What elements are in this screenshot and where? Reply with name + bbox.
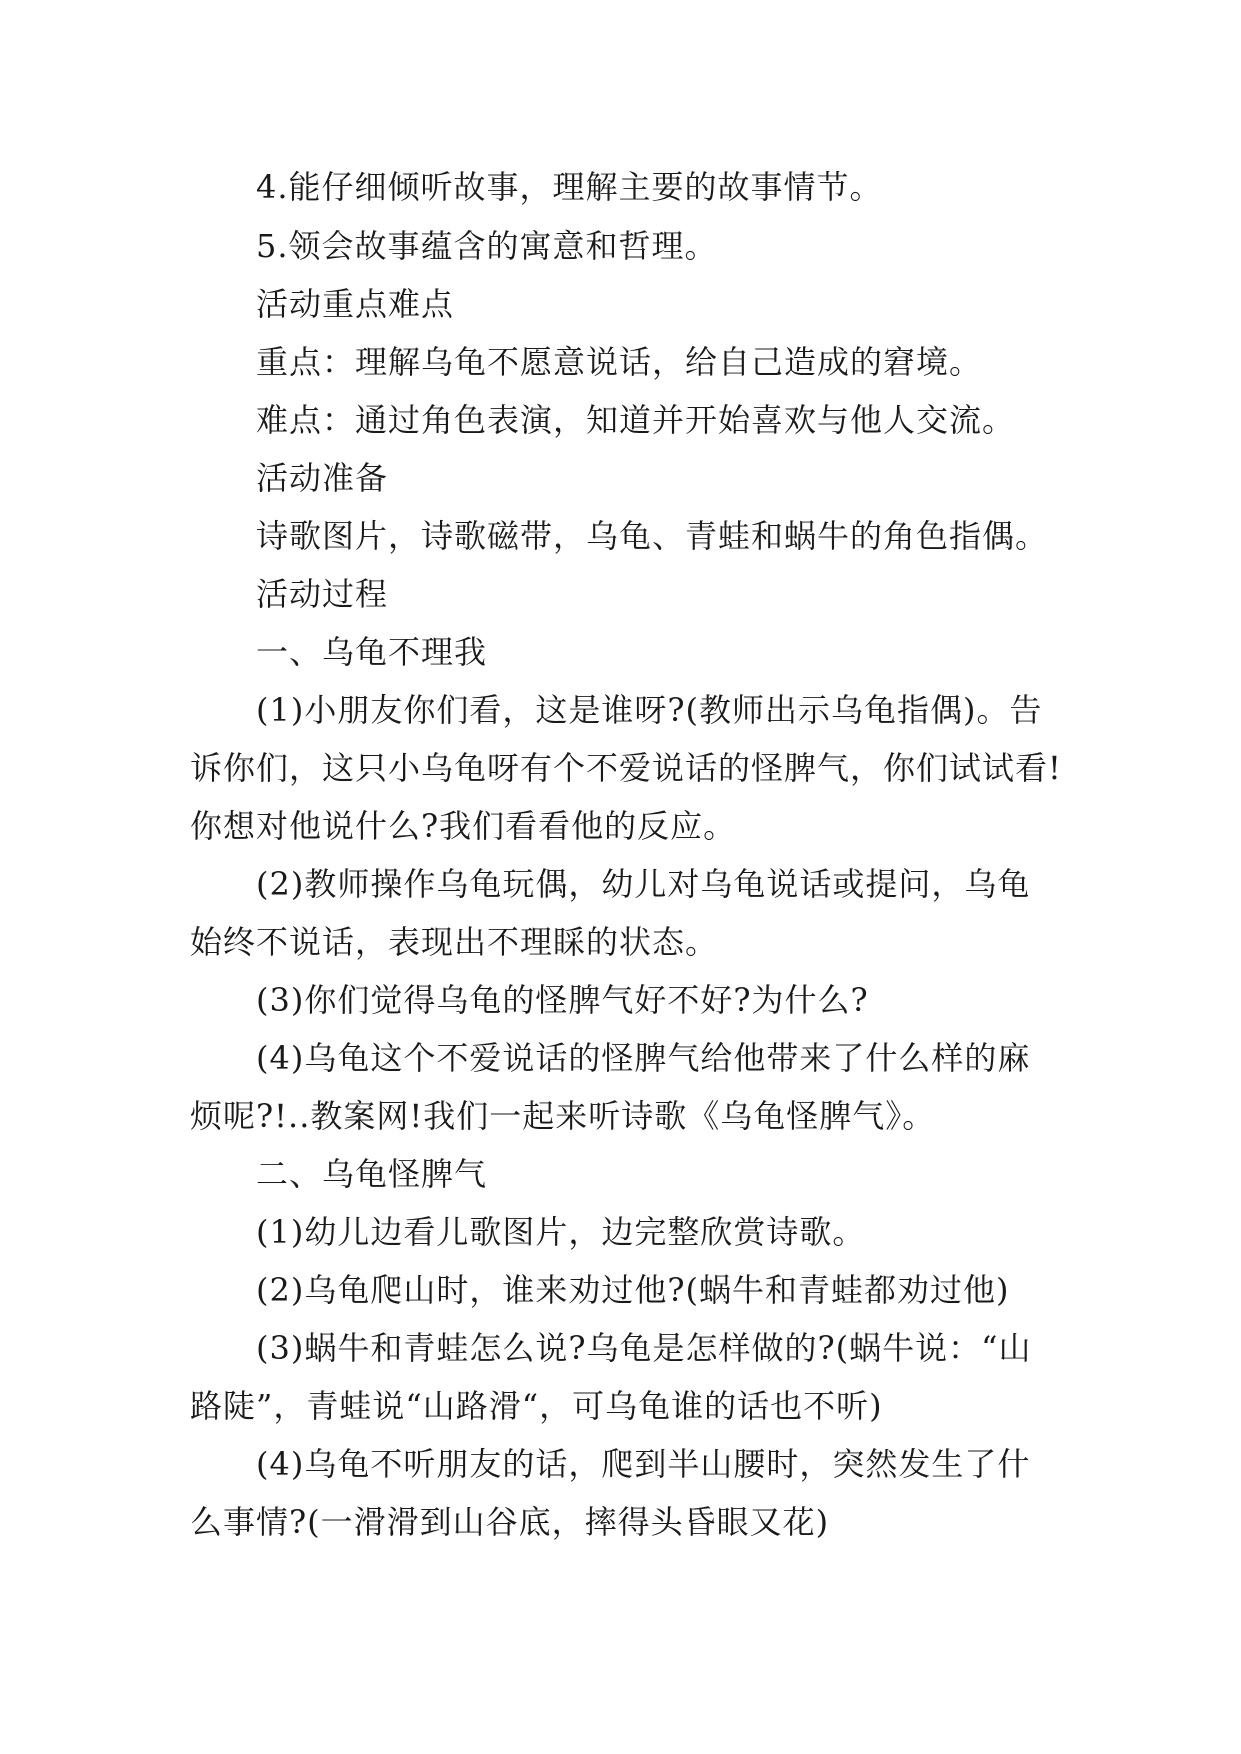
step-1-3: (3)你们觉得乌龟的怪脾气好不好?为什么?	[256, 981, 869, 1019]
heading-key-points: 活动重点难点	[256, 285, 455, 323]
step-2-3-line-2: 路陡”，青蛙说“山路滑“，可乌龟谁的话也不听)	[190, 1387, 883, 1425]
section-2-title: 二、乌龟怪脾气	[256, 1155, 488, 1193]
key-point: 重点：理解乌龟不愿意说话，给自己造成的窘境。	[256, 343, 983, 381]
difficult-point: 难点：通过角色表演，知道并开始喜欢与他人交流。	[256, 401, 1016, 439]
step-1-4-line-2: 烦呢?!..教案网!我们一起来听诗歌《乌龟怪脾气》。	[190, 1097, 936, 1135]
step-2-2: (2)乌龟爬山时，谁来劝过他?(蜗牛和青蛙都劝过他)	[256, 1271, 1010, 1309]
step-1-1-line-2: 诉你们，这只小乌龟呀有个不爱说话的怪脾气，你们试试看!	[190, 749, 1062, 787]
step-1-2-line-1: (2)教师操作乌龟玩偶，幼儿对乌龟说话或提问，乌龟	[256, 865, 1031, 903]
heading-preparation: 活动准备	[256, 459, 389, 497]
objective-5: 5.领会故事蕴含的寓意和哲理。	[256, 227, 718, 265]
step-2-4-line-1: (4)乌龟不听朋友的话，爬到半山腰时，突然发生了什	[256, 1445, 1031, 1483]
step-2-1: (1)幼儿边看儿歌图片，边完整欣赏诗歌。	[256, 1213, 866, 1251]
heading-process: 活动过程	[256, 575, 389, 613]
section-1-title: 一、乌龟不理我	[256, 633, 488, 671]
step-1-2-line-2: 始终不说话，表现出不理睬的状态。	[190, 923, 719, 961]
step-1-4-line-1: (4)乌龟这个不爱说话的怪脾气给他带来了什么样的麻	[256, 1039, 1031, 1077]
objective-4: 4.能仔细倾听故事，理解主要的故事情节。	[256, 168, 883, 206]
step-2-3-line-1: (3)蜗牛和青蛙怎么说?乌龟是怎样做的?(蜗牛说：“山	[256, 1329, 1032, 1367]
step-2-4-line-2: 么事情?(一滑滑到山谷底，摔得头昏眼又花)	[190, 1503, 830, 1541]
step-1-1-line-3: 你想对他说什么?我们看看他的反应。	[190, 807, 737, 845]
step-1-1-line-1: (1)小朋友你们看，这是谁呀?(教师出示乌龟指偶)。告	[256, 691, 1043, 729]
preparation-materials: 诗歌图片，诗歌磁带，乌龟、青蛙和蜗牛的角色指偶。	[256, 517, 1049, 555]
